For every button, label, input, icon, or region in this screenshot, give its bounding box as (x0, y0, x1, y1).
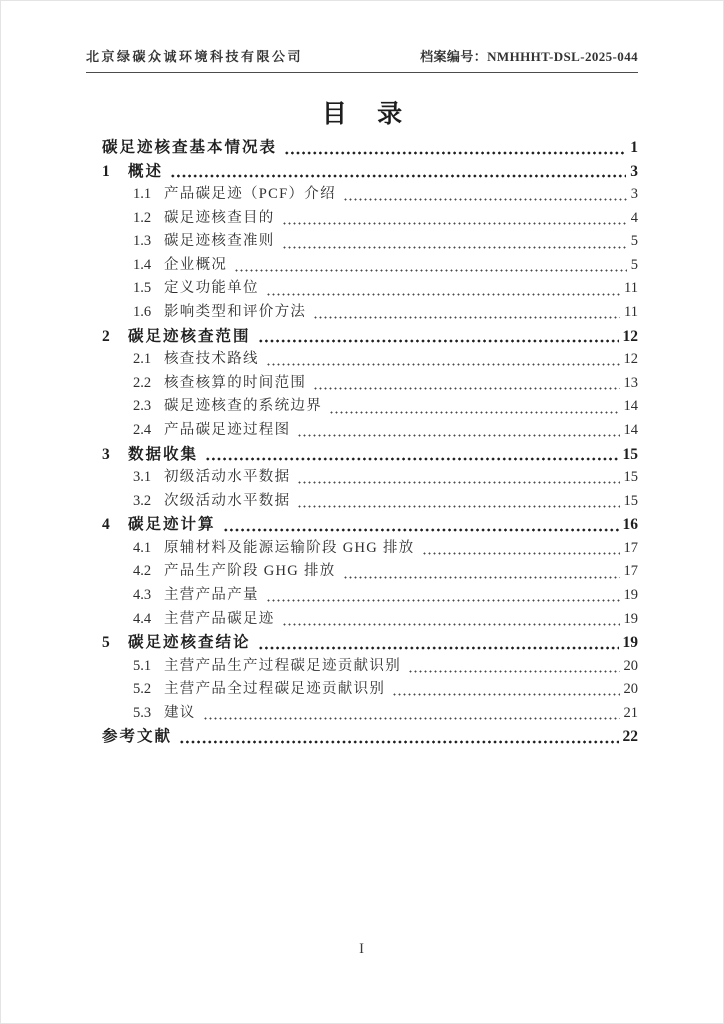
toc-entry-number: 4.4 (133, 610, 152, 627)
toc-entry-number: 5 (102, 634, 110, 652)
toc-entry-page: 21 (623, 704, 638, 721)
toc-entry (102, 677, 638, 701)
toc-entry-title: 影响类型和评价方法 (164, 304, 307, 321)
page-number: I (359, 941, 365, 957)
toc-entry (102, 701, 638, 725)
toc-entry (102, 630, 638, 654)
toc-entry-title: 碳足迹核查结论 (128, 634, 251, 652)
toc-entry-number: 3.2 (133, 492, 152, 509)
toc-entry-number: 5.3 (133, 704, 152, 721)
toc-entry-page: 14 (623, 421, 638, 438)
toc-entry-page: 20 (623, 681, 638, 698)
page-header (86, 46, 638, 73)
toc-entry-page: 20 (623, 657, 638, 674)
dot-leader (179, 739, 618, 744)
toc-entry (102, 418, 638, 442)
toc-entry-title: 参考文献 (102, 728, 173, 746)
toc-entry-number: 2.2 (133, 374, 152, 391)
toc-entry-title: 企业概况 (164, 256, 228, 273)
dot-leader (408, 668, 620, 673)
toc-entry (102, 465, 638, 489)
toc-entry-title: 碳足迹核查准则 (164, 233, 275, 250)
toc-entry-page: 5 (630, 233, 638, 250)
toc-entry-title: 建议 (164, 704, 196, 721)
toc-entry-title: 概述 (128, 162, 164, 180)
dot-leader (205, 456, 618, 461)
toc-entry-page: 11 (624, 304, 638, 321)
toc-entry-page: 11 (624, 280, 638, 297)
dot-leader (392, 692, 619, 697)
toc-entry-page: 15 (622, 445, 638, 463)
toc-entry-title: 碳足迹计算 (128, 516, 216, 534)
toc-entry-number: 2.3 (133, 398, 152, 415)
toc-entry (102, 347, 638, 371)
dot-leader (284, 150, 626, 155)
dot-leader (266, 291, 620, 296)
toc-entry (102, 489, 638, 513)
toc-entry-page: 22 (622, 728, 638, 746)
toc-entry-number: 2.1 (133, 351, 152, 368)
toc-entry-title: 数据收集 (128, 445, 199, 463)
toc-entry-page: 19 (623, 586, 638, 603)
toc-entry-title: 主营产品生产过程碳足迹贡献识别 (164, 657, 401, 674)
toc-entry (102, 300, 638, 324)
dot-leader (297, 433, 619, 438)
toc-entry (102, 607, 638, 631)
toc-entry (102, 253, 638, 277)
toc-entry-title: 碳足迹核查范围 (128, 327, 251, 345)
toc-entry-number: 4 (102, 516, 110, 534)
toc-entry-page: 15 (623, 492, 638, 509)
toc-entry-page: 3 (630, 186, 638, 203)
dot-leader (313, 315, 620, 320)
archive-number (420, 46, 638, 65)
dot-leader (313, 385, 619, 390)
toc-entry-title: 主营产品全过程碳足迹贡献识别 (164, 681, 386, 698)
toc-entry-page: 13 (623, 374, 638, 391)
dot-leader (234, 267, 627, 272)
toc-entry-number: 5.2 (133, 681, 152, 698)
dot-leader (297, 480, 619, 485)
toc-entry-number: 1.2 (133, 209, 152, 226)
toc-entry (102, 394, 638, 418)
toc-entry-page: 19 (622, 634, 638, 652)
dot-leader (223, 527, 619, 532)
dot-leader (297, 503, 619, 508)
toc-entry-page: 5 (630, 256, 638, 273)
dot-leader (343, 197, 627, 202)
dot-leader (258, 645, 619, 650)
toc-entry-page: 1 (630, 139, 638, 156)
toc-entry-page: 17 (623, 539, 638, 556)
toc-entry-number: 2.4 (133, 421, 152, 438)
toc-entry-number: 3.1 (133, 469, 152, 486)
toc-entry (102, 583, 638, 607)
toc-entry (102, 559, 638, 583)
toc-entry (102, 324, 638, 348)
toc-entry (102, 442, 638, 466)
dot-leader (258, 338, 619, 343)
toc-entry-number: 1 (102, 162, 110, 180)
toc-entry-title: 主营产品碳足迹 (164, 610, 275, 627)
toc-entry-title: 产品生产阶段 GHG 排放 (164, 563, 336, 580)
toc-entry-page: 14 (623, 398, 638, 415)
company-name: 北京绿碳众诚环境科技有限公司 (86, 49, 304, 64)
toc-entry (102, 371, 638, 395)
archive-number-value: NMHHHT-DSL-2025-044 (487, 49, 638, 64)
archive-number-label: 档案编号： (420, 49, 488, 64)
toc-entry-number: 4.1 (133, 539, 152, 556)
dot-leader (282, 244, 627, 249)
dot-leader (282, 621, 620, 626)
toc-entry-title: 产品碳足迹过程图 (164, 421, 291, 438)
toc-entry-title: 核查技术路线 (164, 351, 259, 368)
toc-entry-title: 次级活动水平数据 (164, 492, 291, 509)
toc-entry-title: 定义功能单位 (164, 280, 259, 297)
dot-leader (266, 598, 620, 603)
toc-entry-title: 初级活动水平数据 (164, 469, 291, 486)
dot-leader (343, 574, 620, 579)
toc-entry (102, 654, 638, 678)
toc-entry-number: 5.1 (133, 657, 152, 674)
toc-entry-title: 主营产品产量 (164, 586, 259, 603)
dot-leader (170, 173, 626, 178)
toc-entry-page: 12 (622, 327, 638, 345)
toc-entry (102, 512, 638, 536)
toc-entry (102, 206, 638, 230)
toc-entry-number: 4.2 (133, 563, 152, 580)
toc-entry (102, 182, 638, 206)
toc-entry (102, 276, 638, 300)
toc-entry-title: 碳足迹核查的系统边界 (164, 398, 322, 415)
toc-entry-page: 17 (623, 563, 638, 580)
toc-page-title: 目 录 (321, 101, 415, 128)
toc-entry-number: 1.4 (133, 256, 152, 273)
dot-leader (282, 220, 627, 225)
dot-leader (266, 362, 620, 367)
toc-entry-number: 3 (102, 445, 110, 463)
toc-entry-page: 19 (623, 610, 638, 627)
dot-leader (203, 715, 620, 720)
toc-entry-number: 1.3 (133, 233, 152, 250)
toc-entry-number: 1.1 (133, 186, 152, 203)
toc-entry-title: 原辅材料及能源运输阶段 GHG 排放 (164, 539, 415, 556)
toc-entry-number: 2 (102, 327, 110, 345)
toc-entry (102, 135, 638, 159)
dot-leader (422, 550, 620, 555)
toc-entry-number: 1.5 (133, 280, 152, 297)
toc-entry-number: 1.6 (133, 304, 152, 321)
toc-entry-page: 15 (623, 469, 638, 486)
toc-entry (102, 724, 638, 748)
toc-entry (102, 229, 638, 253)
toc-entry-page: 3 (630, 162, 638, 180)
toc-entry-title: 核查核算的时间范围 (164, 374, 307, 391)
toc-entry-title: 产品碳足迹（PCF）介绍 (164, 186, 336, 203)
toc-entry-title: 碳足迹核查目的 (164, 209, 275, 226)
dot-leader (329, 409, 620, 414)
toc-entry (102, 536, 638, 560)
toc-entry-page: 12 (623, 351, 638, 368)
toc-list (102, 135, 638, 748)
toc-entry-title: 碳足迹核查基本情况表 (102, 139, 278, 156)
toc-entry (102, 159, 638, 183)
toc-entry-page: 16 (622, 516, 638, 534)
toc-entry-page: 4 (630, 209, 638, 226)
toc-entry-number: 4.3 (133, 586, 152, 603)
